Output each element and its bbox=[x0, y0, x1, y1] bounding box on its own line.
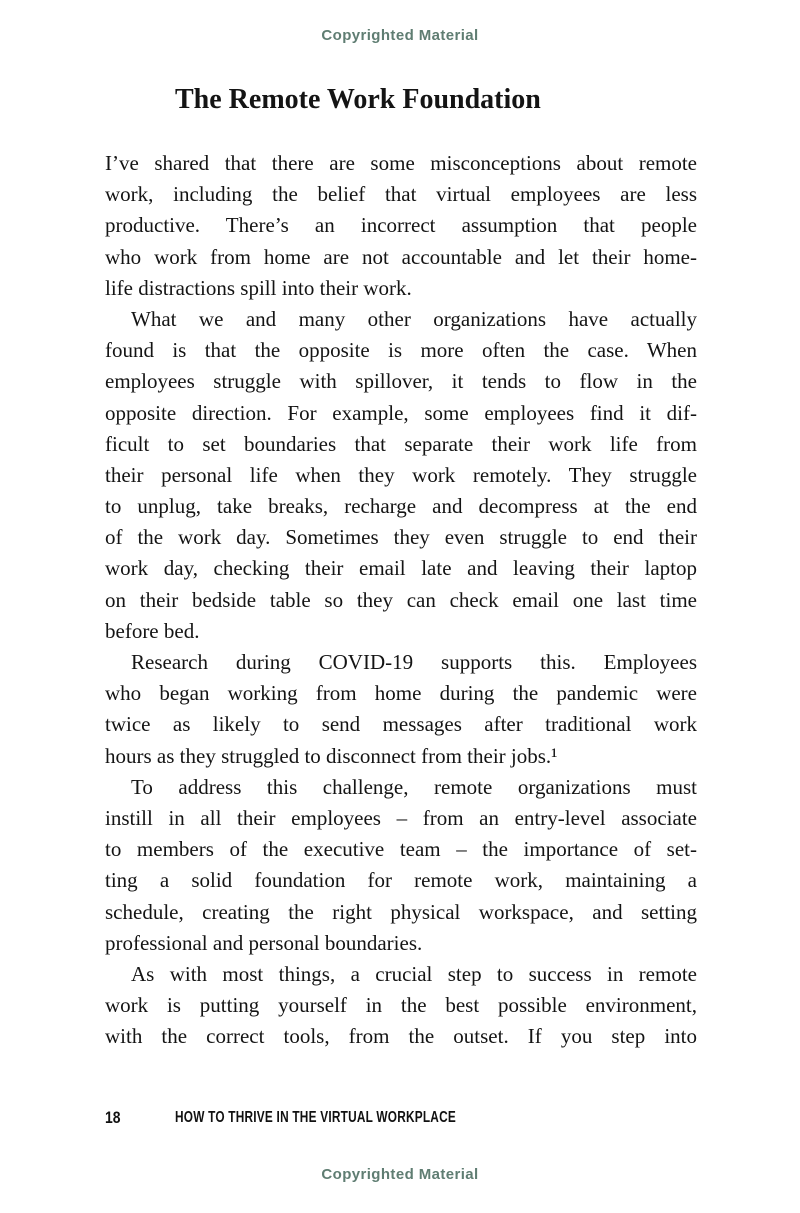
paragraph-line: opposite direction. For example, some employees find it dif- bbox=[105, 400, 697, 425]
paragraph-line: who work from home are not accountable and let their home- bbox=[105, 244, 697, 269]
paragraph-line: twice as likely to send messages after traditional work bbox=[105, 712, 697, 737]
paragraph-line: of the work day. Sometimes they even struggle to end their bbox=[105, 525, 697, 550]
paragraph-line: to members of the executive team – the importance of set- bbox=[105, 837, 697, 862]
paragraph-line: work day, checking their email late and leaving their laptop bbox=[105, 556, 697, 581]
paragraph-line: ting a solid foundation for remote work, maintaining a bbox=[105, 868, 697, 893]
paragraph-line: To address this challenge, remote organizations must bbox=[131, 774, 697, 799]
copyright-notice-bottom: Copyrighted Material bbox=[321, 1166, 479, 1183]
paragraph-line: I’ve shared that there are some misconceptions about remote bbox=[105, 151, 697, 175]
paragraph-line: schedule, creating the right physical workspace, and setting bbox=[105, 899, 697, 924]
chapter-heading: The Remote Work Foundation bbox=[175, 84, 541, 115]
paragraph-line: employees struggle with spillover, it tends to flow in the bbox=[105, 369, 697, 394]
paragraph-line: life distractions spill into their work. bbox=[105, 275, 412, 300]
paragraph-line: work, including the belief that virtual employees are less bbox=[105, 182, 697, 207]
running-title: HOW TO THRIVE IN THE VIRTUAL WORKPLACE bbox=[175, 1109, 456, 1126]
paragraph-line: found is that the opposite is more often the case. When bbox=[105, 338, 697, 363]
paragraph-line: on their bedside table so they can check email one last time bbox=[105, 587, 697, 612]
paragraph-line: to unplug, take breaks, recharge and decompress at the end bbox=[105, 494, 697, 519]
paragraph-line: What we and many other organizations have actually bbox=[131, 306, 697, 331]
copyright-notice-top: Copyrighted Material bbox=[321, 27, 479, 44]
paragraph-line: with the correct tools, from the outset. If you step into bbox=[105, 1024, 697, 1049]
paragraph-line: ficult to set boundaries that separate their work life from bbox=[105, 431, 697, 456]
paragraph-line: who began working from home during the pandemic were bbox=[105, 681, 697, 706]
page-footer bbox=[105, 1108, 697, 1130]
paragraph-line: professional and personal boundaries. bbox=[105, 930, 423, 955]
paragraph-line: Research during COVID-19 supports this. Employees bbox=[131, 650, 697, 674]
page-number: 18 bbox=[105, 1108, 121, 1127]
paragraph-line: As with most things, a crucial step to success in remote bbox=[131, 961, 697, 986]
paragraph-line: work is putting yourself in the best possible environment, bbox=[105, 993, 697, 1018]
paragraph-line: productive. There’s an incorrect assumption that people bbox=[105, 213, 697, 238]
paragraph-line: their personal life when they work remotely. They struggle bbox=[105, 462, 697, 487]
paragraph-line: before bed. bbox=[105, 618, 200, 643]
paragraph-line: instill in all their employees – from an entry-level associate bbox=[105, 805, 697, 830]
body-text bbox=[105, 148, 697, 1052]
paragraph-line: hours as they struggled to disconnect from their jobs.¹ bbox=[105, 743, 558, 768]
